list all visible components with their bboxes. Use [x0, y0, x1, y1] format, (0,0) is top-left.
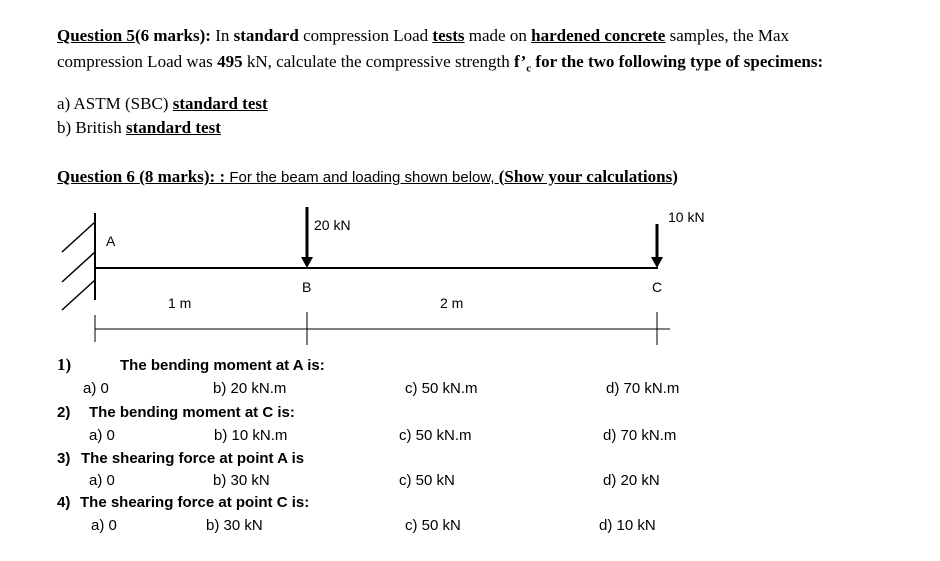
q5-text-3: compression Load	[298, 26, 433, 45]
q6-marks: (8 marks):	[139, 167, 216, 186]
question-3-number: 3)	[57, 450, 71, 467]
question-4-option-d: d) 10 kN	[599, 517, 656, 534]
q6-paren-open: (	[498, 167, 505, 186]
question-1-option-a: a) 0	[83, 380, 109, 397]
q5-option-b-bold: standard test	[125, 118, 221, 137]
question-2-number: 2)	[57, 404, 71, 421]
question-2-option-a: a) 0	[89, 427, 115, 444]
question-3-option-b: b) 30 kN	[213, 472, 270, 489]
dimension-bc-label: 2 m	[440, 295, 464, 311]
q5-line2-a: compression Load was	[57, 52, 218, 71]
question-4-text: The shearing force at point C is:	[80, 494, 310, 511]
q5-text-5: made on	[464, 26, 532, 45]
question-4-option-c: c) 50 kN	[405, 517, 461, 534]
load-b-label: 20 kN	[314, 217, 351, 233]
q6-show-calculations: Show your calculations	[504, 167, 673, 186]
q5-line2-c: kN, calculate the compressive strength	[242, 52, 514, 71]
question-1-text: The bending moment at A is:	[120, 357, 325, 374]
q5-text-tests: tests	[432, 26, 465, 45]
question-2-option-b: b) 10 kN.m	[214, 427, 288, 444]
q5-marks: (6 marks):	[134, 26, 211, 45]
q5-option-a-prefix: a) ASTM (SBC)	[57, 94, 173, 113]
q5-text-7: samples, the Max	[665, 26, 790, 45]
wall-hatch-3	[62, 280, 95, 310]
question-1-option-d: d) 70 kN.m	[606, 380, 680, 397]
question-2-option-c: c) 50 kN.m	[399, 427, 472, 444]
q5-fc-symbol: f’	[514, 52, 527, 71]
load-b-arrow-head	[301, 257, 313, 268]
point-a-label: A	[106, 233, 116, 249]
q6-colon: :	[215, 167, 230, 186]
question-3-option-c: c) 50 kN	[399, 472, 455, 489]
q5-text-hardened-concrete: hardened concrete	[531, 26, 666, 45]
question-3-text: The shearing force at point A is	[81, 450, 305, 467]
point-b-label: B	[302, 279, 312, 295]
q6-text: For the beam and loading shown below,	[229, 169, 499, 186]
question-1-option-c: c) 50 kN.m	[405, 380, 478, 397]
load-c-arrow-head	[651, 257, 663, 268]
question-1-number: 1)	[57, 355, 72, 374]
question-4-option-a: a) 0	[91, 517, 117, 534]
q6-label: Question 6	[57, 167, 140, 186]
question-1-option-b: b) 20 kN.m	[213, 380, 287, 397]
question-4-option-b: b) 30 kN	[206, 517, 263, 534]
q5-text-1: In	[210, 26, 234, 45]
dimension-ab-label: 1 m	[168, 295, 192, 311]
question-3-option-d: d) 20 kN	[603, 472, 660, 489]
q5-option-b-prefix: b) British	[57, 118, 126, 137]
wall-hatch-2	[62, 252, 95, 282]
wall-hatch-1	[62, 222, 95, 252]
q6-paren-close: )	[672, 167, 678, 186]
q5-load-value: 495	[217, 52, 243, 71]
q5-label: Question 5	[57, 26, 135, 45]
question-2-text: The bending moment at C is:	[89, 404, 295, 421]
load-c-label: 10 kN	[668, 209, 705, 225]
question-4-number: 4)	[57, 494, 71, 511]
q5-line2-e: for the two following type of specimens:	[531, 52, 824, 71]
q5-text-standard: standard	[233, 26, 299, 45]
q5-option-a-bold: standard test	[172, 94, 268, 113]
question-3-option-a: a) 0	[89, 472, 115, 489]
q5-fc-sub: c	[526, 62, 532, 75]
question-2-option-d: d) 70 kN.m	[603, 427, 677, 444]
point-c-label: C	[652, 279, 663, 295]
